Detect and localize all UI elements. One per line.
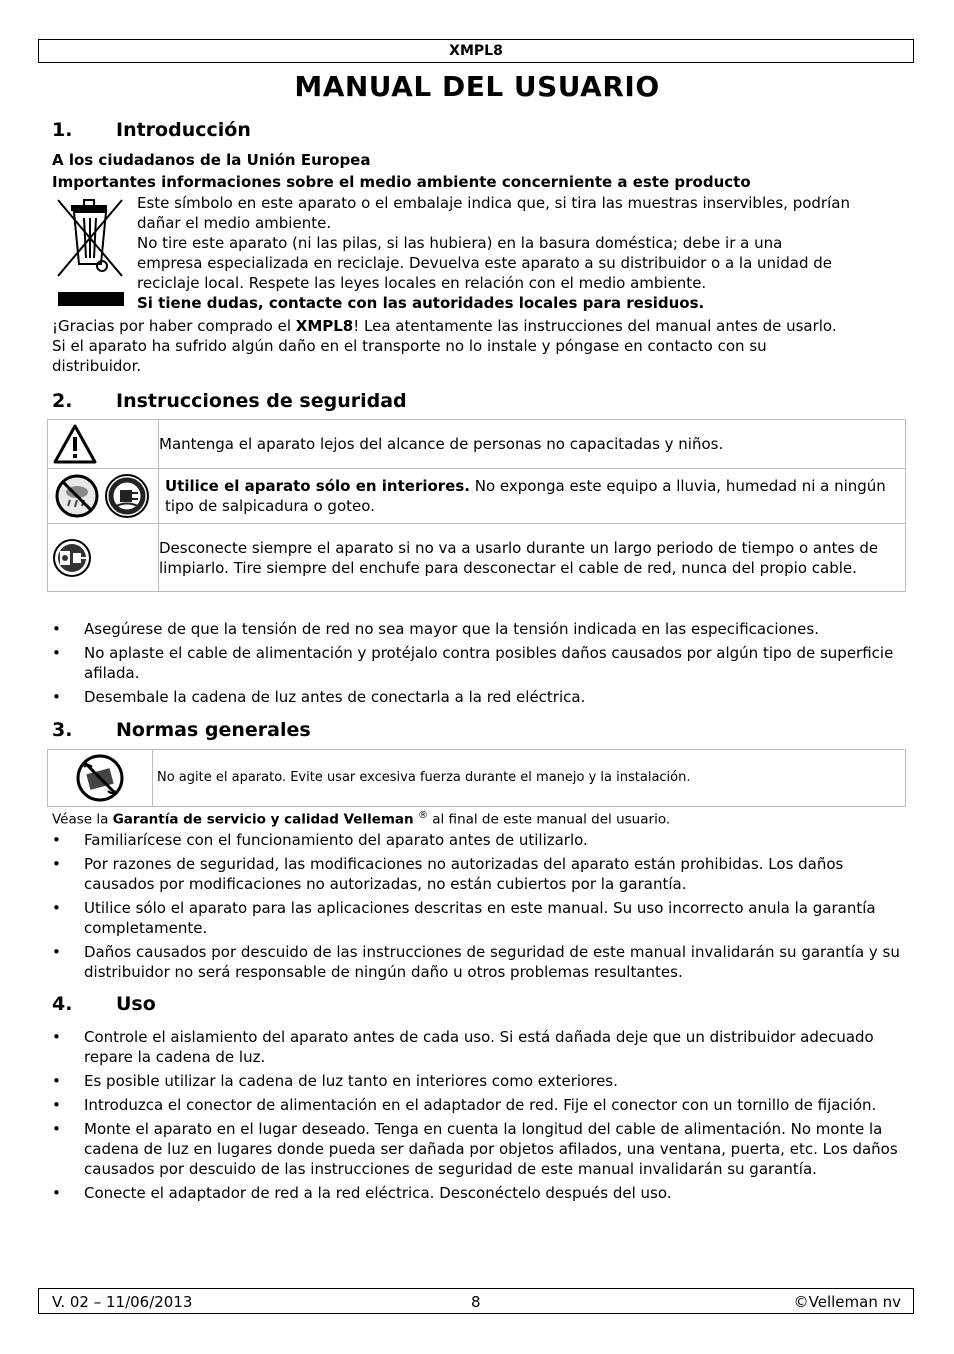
safety-icon-cell bbox=[48, 420, 159, 469]
section-title: Introducción bbox=[116, 119, 251, 141]
list-item: • Familiarícese con el funcionamiento del aparato antes de utilizarlo. bbox=[52, 830, 912, 850]
safety-bullet-list bbox=[52, 619, 912, 711]
section-number: 3. bbox=[52, 719, 73, 741]
thanks-post: ! Lea atentamente las instrucciones del manual antes de usarlo. bbox=[353, 317, 837, 335]
see-pre: Véase la bbox=[52, 811, 113, 828]
weee-text bbox=[137, 193, 912, 313]
list-item: • Controle el aislamiento del aparato antes de cada uso. Si está dañada deje que un distribuidor adecuado repare la cadena de luz. bbox=[52, 1027, 912, 1067]
see-post: al final de este manual del usuario. bbox=[427, 811, 671, 828]
safety-icon-cell bbox=[48, 469, 159, 524]
weee-bold-line: Si tiene dudas, contacte con las autoridades locales para residuos. bbox=[137, 294, 705, 312]
weee-line: reciclaje local. Respete las leyes locales en relación con el medio ambiente. bbox=[137, 274, 707, 292]
safety-row bbox=[48, 469, 906, 524]
indoor-use-only-icon bbox=[48, 473, 158, 519]
section-title: Instrucciones de seguridad bbox=[116, 390, 407, 412]
safety-text-rest: No exponga este equipo a lluvia, humedad ni a ningún tipo de salpicadura o goteo. bbox=[165, 477, 886, 515]
safety-icon-cell bbox=[48, 524, 159, 592]
disconnect-plug-icon bbox=[48, 538, 158, 578]
env-heading: Importantes informaciones sobre el medio ambiente concerniente a este producto bbox=[52, 173, 751, 191]
weee-icon bbox=[52, 194, 128, 310]
general-rules-table bbox=[47, 749, 906, 807]
thanks-line: distribuidor. bbox=[52, 357, 142, 375]
rules-icon-cell bbox=[48, 750, 153, 807]
section-2-heading bbox=[52, 390, 912, 414]
list-item: • Monte el aparato en el lugar deseado. Tenga en cuenta la longitud del cable de alimentación. No monte la cadena de luz en lugares donde pueda ser dañada por objetos afilados, una ventana, puerta, etc. Los daños causados por descuido de las instrucciones de seguridad de este manual invalidarán su garantía. bbox=[52, 1119, 912, 1179]
weee-line: dañar el medio ambiente. bbox=[137, 214, 332, 232]
rules-text: No agite el aparato. Evite usar excesiva fuerza durante el manejo y la instalación. bbox=[153, 750, 906, 807]
thanks-pre: ¡Gracias por haber comprado el bbox=[52, 317, 296, 335]
page-number: 8 bbox=[471, 1293, 481, 1311]
page-title: MANUAL DEL USUARIO bbox=[294, 70, 660, 103]
safety-text: Mantenga el aparato lejos del alcance de personas no capacitadas y niños. bbox=[159, 420, 906, 469]
see-warranty-line bbox=[52, 806, 670, 830]
usage-bullet-list bbox=[52, 1027, 912, 1207]
no-shaking-icon bbox=[48, 753, 152, 803]
general-bullet-list bbox=[52, 830, 912, 986]
section-title: Normas generales bbox=[116, 719, 311, 741]
list-item: • Es posible utilizar la cadena de luz tanto en interiores como exteriores. bbox=[52, 1071, 912, 1091]
list-item: • Conecte el adaptador de red a la red eléctrica. Desconéctelo después del uso. bbox=[52, 1183, 912, 1203]
safety-row bbox=[48, 524, 906, 592]
thanks-model: XMPL8 bbox=[295, 317, 354, 335]
list-item: • Daños causados por descuido de las instrucciones de seguridad de este manual invalidarán su garantía y su distribuidor no será responsable de ningún daño u otros problemas resultantes. bbox=[52, 942, 912, 982]
safety-row bbox=[48, 420, 906, 469]
section-number: 4. bbox=[52, 993, 73, 1015]
document-header bbox=[38, 39, 914, 63]
copyright-label: ©Velleman nv bbox=[793, 1293, 901, 1311]
thanks-line: Si el aparato ha sufrido algún daño en el transporte no lo instale y póngase en contacto con su bbox=[52, 337, 767, 355]
weee-line: Este símbolo en este aparato o el embalaje indica que, si tira las muestras inservibles, podrían bbox=[137, 194, 850, 212]
section-title: Uso bbox=[116, 993, 156, 1015]
document-footer bbox=[38, 1288, 914, 1314]
section-number: 2. bbox=[52, 390, 73, 412]
safety-table bbox=[47, 419, 906, 592]
list-item: • Utilice sólo el aparato para las aplicaciones descritas en este manual. Su uso incorrecto anula la garantía completamente. bbox=[52, 898, 912, 938]
no-water-plug-icon bbox=[104, 473, 150, 519]
list-item: • Desembale la cadena de luz antes de conectarla a la red eléctrica. bbox=[52, 687, 912, 707]
version-label: V. 02 – 11/06/2013 bbox=[52, 1293, 193, 1311]
safety-text bbox=[159, 469, 906, 524]
list-item: • Introduzca el conector de alimentación en el adaptador de red. Fije el conector con un tornillo de fijación. bbox=[52, 1095, 912, 1115]
warning-triangle-icon bbox=[48, 423, 158, 465]
rules-row bbox=[48, 750, 906, 807]
model-name: XMPL8 bbox=[449, 43, 503, 59]
weee-line: empresa especializada en reciclaje. Devuelva este aparato a su distribuidor o a la unidad de bbox=[137, 254, 832, 272]
section-1-heading bbox=[52, 119, 912, 143]
thanks-paragraph bbox=[52, 316, 912, 376]
safety-bold: Utilice el aparato sólo en interiores. bbox=[165, 477, 470, 495]
list-item: • Por razones de seguridad, las modificaciones no autorizadas del aparato están prohibidas. Los daños causados por modificaciones no autorizadas, no están cubiertos por la garantía. bbox=[52, 854, 912, 894]
no-rain-icon bbox=[54, 473, 100, 519]
section-number: 1. bbox=[52, 119, 73, 141]
safety-text: Desconecte siempre el aparato si no va a usarlo durante un largo periodo de tiempo o antes de limpiarlo. Tire siempre del enchufe para desconectar el cable de red, nunca del propio cable. bbox=[159, 524, 906, 592]
eu-heading: A los ciudadanos de la Unión Europea bbox=[52, 151, 371, 169]
section-4-heading bbox=[52, 993, 912, 1017]
weee-line: No tire este aparato (ni las pilas, si las hubiera) en la basura doméstica; debe ir a una bbox=[137, 234, 783, 252]
list-item: • Asegúrese de que la tensión de red no sea mayor que la tensión indicada en las especificaciones. bbox=[52, 619, 912, 639]
section-3-heading bbox=[52, 719, 912, 743]
list-item: • No aplaste el cable de alimentación y protéjalo contra posibles daños causados por algún tipo de superficie afilada. bbox=[52, 643, 912, 683]
registered-mark: ® bbox=[417, 810, 428, 821]
warranty-name: Garantía de servicio y calidad Velleman bbox=[112, 811, 414, 828]
